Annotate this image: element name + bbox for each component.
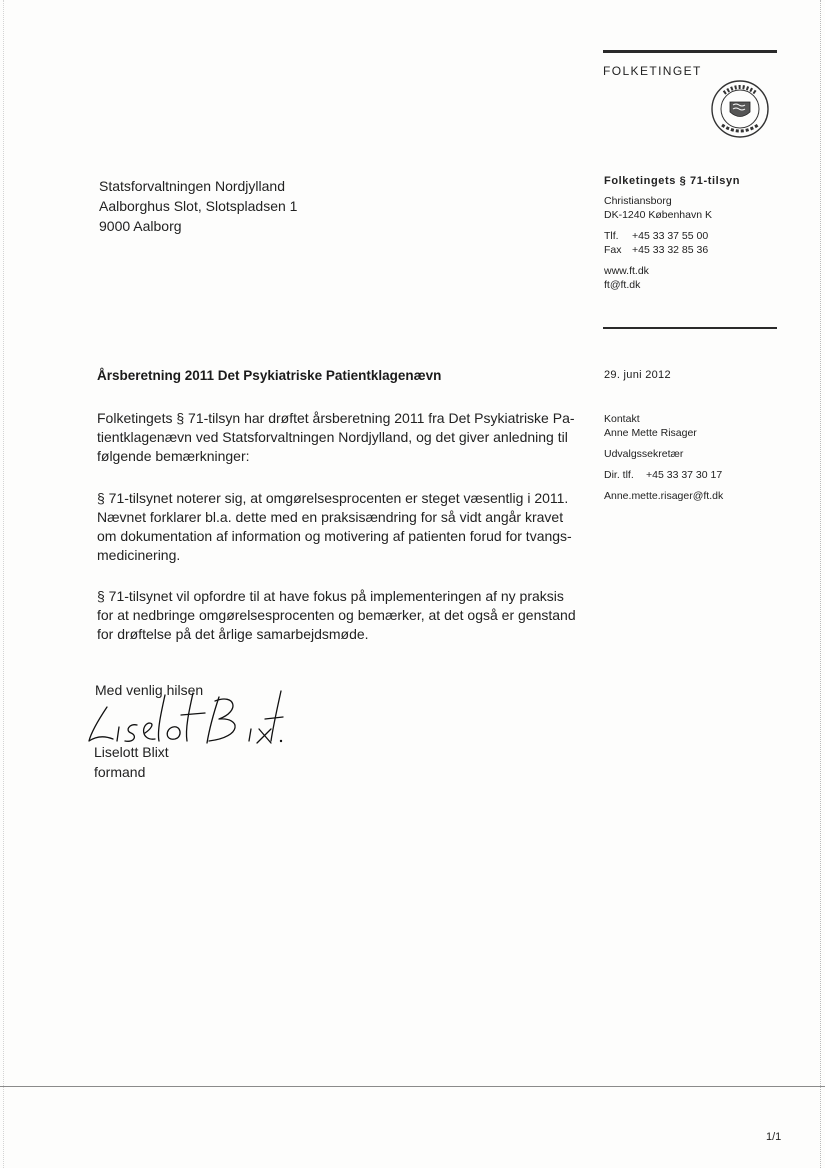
signer-block [94,742,169,782]
letterhead-rule [603,50,777,53]
body-paragraph [97,489,572,565]
recipient-line: Statsforvaltningen Nordjylland [99,178,285,194]
body-line: § 71-tilsynet noterer sig, at omgørelsesprocenten er steget væsentlig i 2011. [97,490,569,506]
letter-subject: Årsberetning 2011 Det Psykiatriske Patientklagenævn [97,368,442,383]
recipient-line: 9000 Aalborg [99,218,182,234]
sender-web: www.ft.dk [604,265,649,277]
phone-number: +45 33 37 55 00 [632,230,709,242]
direct-phone-number: +45 33 37 30 17 [646,469,723,481]
sender-block [604,175,740,292]
contact-email: Anne.mette.risager@ft.dk [604,490,724,502]
body-line: Nævnet forklarer bl.a. dette med en praksisændring for så vidt angår kravet [97,509,564,525]
signer-title: formand [94,764,146,780]
contact-name: Anne Mette Risager [604,427,697,439]
fax-number: +45 33 32 85 36 [632,244,709,256]
contact-direct-phone [604,468,723,482]
page-edge-left [3,0,5,1168]
body-line: for at nedbringe omgørelsesprocenten og bemærker, at det også er genstand [97,607,576,623]
contact-heading: Kontakt [604,413,640,425]
folketinget-seal-icon [700,79,780,139]
closing: Med venlig hilsen [95,682,204,698]
sender-fax [604,243,740,257]
body-line: § 71-tilsynet vil opfordre til at have fokus på implementeringen af ny praksis [97,588,564,604]
sender-email: ft@ft.dk [604,279,641,291]
contact-block [604,412,723,503]
body-line: om dokumentation af information og motivering af patienten forud for tvangs- [97,528,572,544]
letterhead-brand: FOLKETINGET [603,64,702,78]
signer-name: Liselott Blixt [94,744,169,760]
footer-rule [0,1086,825,1087]
sender-address-line: Christiansborg [604,195,672,207]
body-line: Folketingets § 71-tilsyn har drøftet årsberetning 2011 fra Det Psykiatriske Pa- [97,410,575,426]
page-number: 1/1 [766,1131,782,1143]
phone-label: Tlf. [604,230,619,242]
body-paragraph [97,587,576,644]
contact-role: Udvalgssekretær [604,448,684,460]
sender-address-line: DK-1240 København K [604,209,712,221]
body-line: medicinering. [97,547,181,563]
recipient-line: Aalborghus Slot, Slotspladsen 1 [99,198,298,214]
body-line: for drøftelse på det årlige samarbejdsmøde. [97,626,369,642]
body-line: tientklagenævn ved Statsforvaltningen Nordjylland, og det giver anledning til [97,429,568,445]
letter-date: 29. juni 2012 [604,369,671,381]
fax-label: Fax [604,244,622,256]
page-edge-right [819,0,821,1168]
handwritten-signature [85,685,285,750]
body-paragraph [97,409,575,466]
body-line: følgende bemærkninger: [97,448,250,464]
sender-phone [604,229,740,243]
direct-phone-label: Dir. tlf. [604,469,634,481]
sender-title: Folketingets § 71-tilsyn [604,175,741,187]
recipient-address [99,176,297,236]
sender-rule [603,327,777,329]
